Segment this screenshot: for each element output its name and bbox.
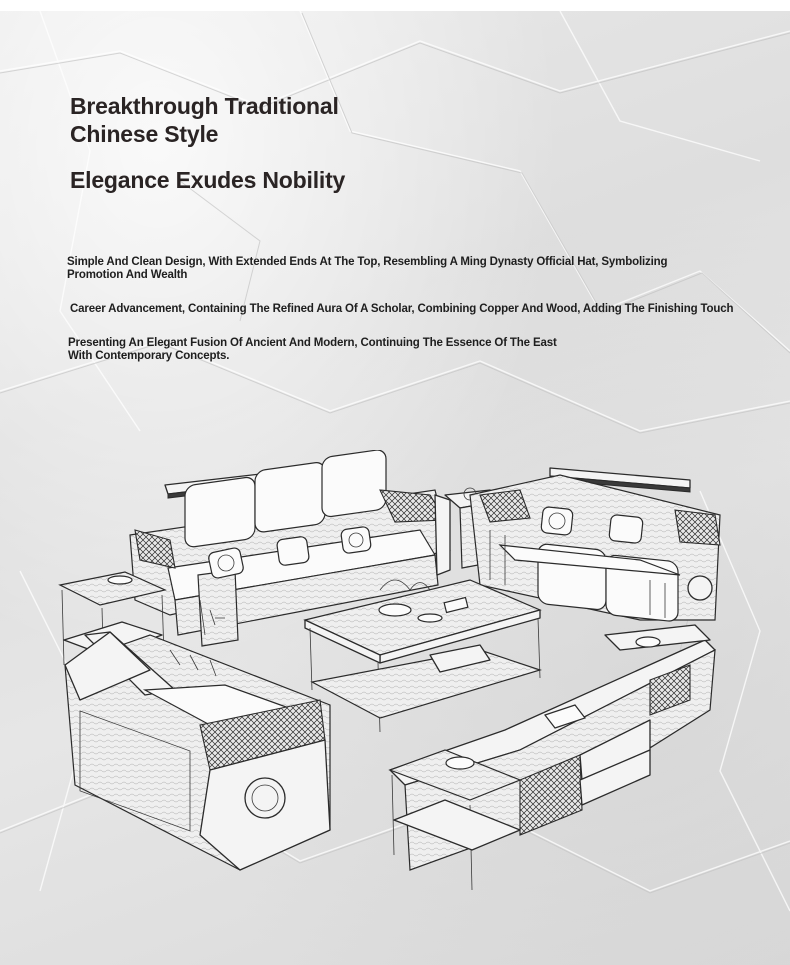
top-strip [0,0,790,11]
paragraph-3-line-1: Presenting An Elegant Fusion Of Ancient And Modern, Continuing The Essence Of The East [68,337,557,349]
headline-line-2: Chinese Style [70,121,219,147]
headline-line-1: Breakthrough Traditional [70,93,339,119]
subheadline: Elegance Exudes Nobility [70,167,346,193]
paragraph-2-line-1: Career Advancement, Containing The Refined Aura Of A Scholar, Combining Copper And Wood, Adding The Finishing Touch [70,303,734,315]
furniture-set-sketch [50,450,740,900]
description-paragraph-1 [67,256,667,282]
single-armchair [65,632,330,870]
paragraph-3-line-2: With Contemporary Concepts. [68,350,230,362]
paragraph-1-line-2: Promotion And Wealth [67,269,188,281]
headline [70,92,490,148]
paragraph-1-line-1: Simple And Clean Design, With Extended Ends At The Top, Resembling A Ming Dynasty Official Hat, Symbolizing [67,256,668,268]
description-paragraph-2 [70,303,733,316]
description-paragraph-3 [68,337,557,363]
